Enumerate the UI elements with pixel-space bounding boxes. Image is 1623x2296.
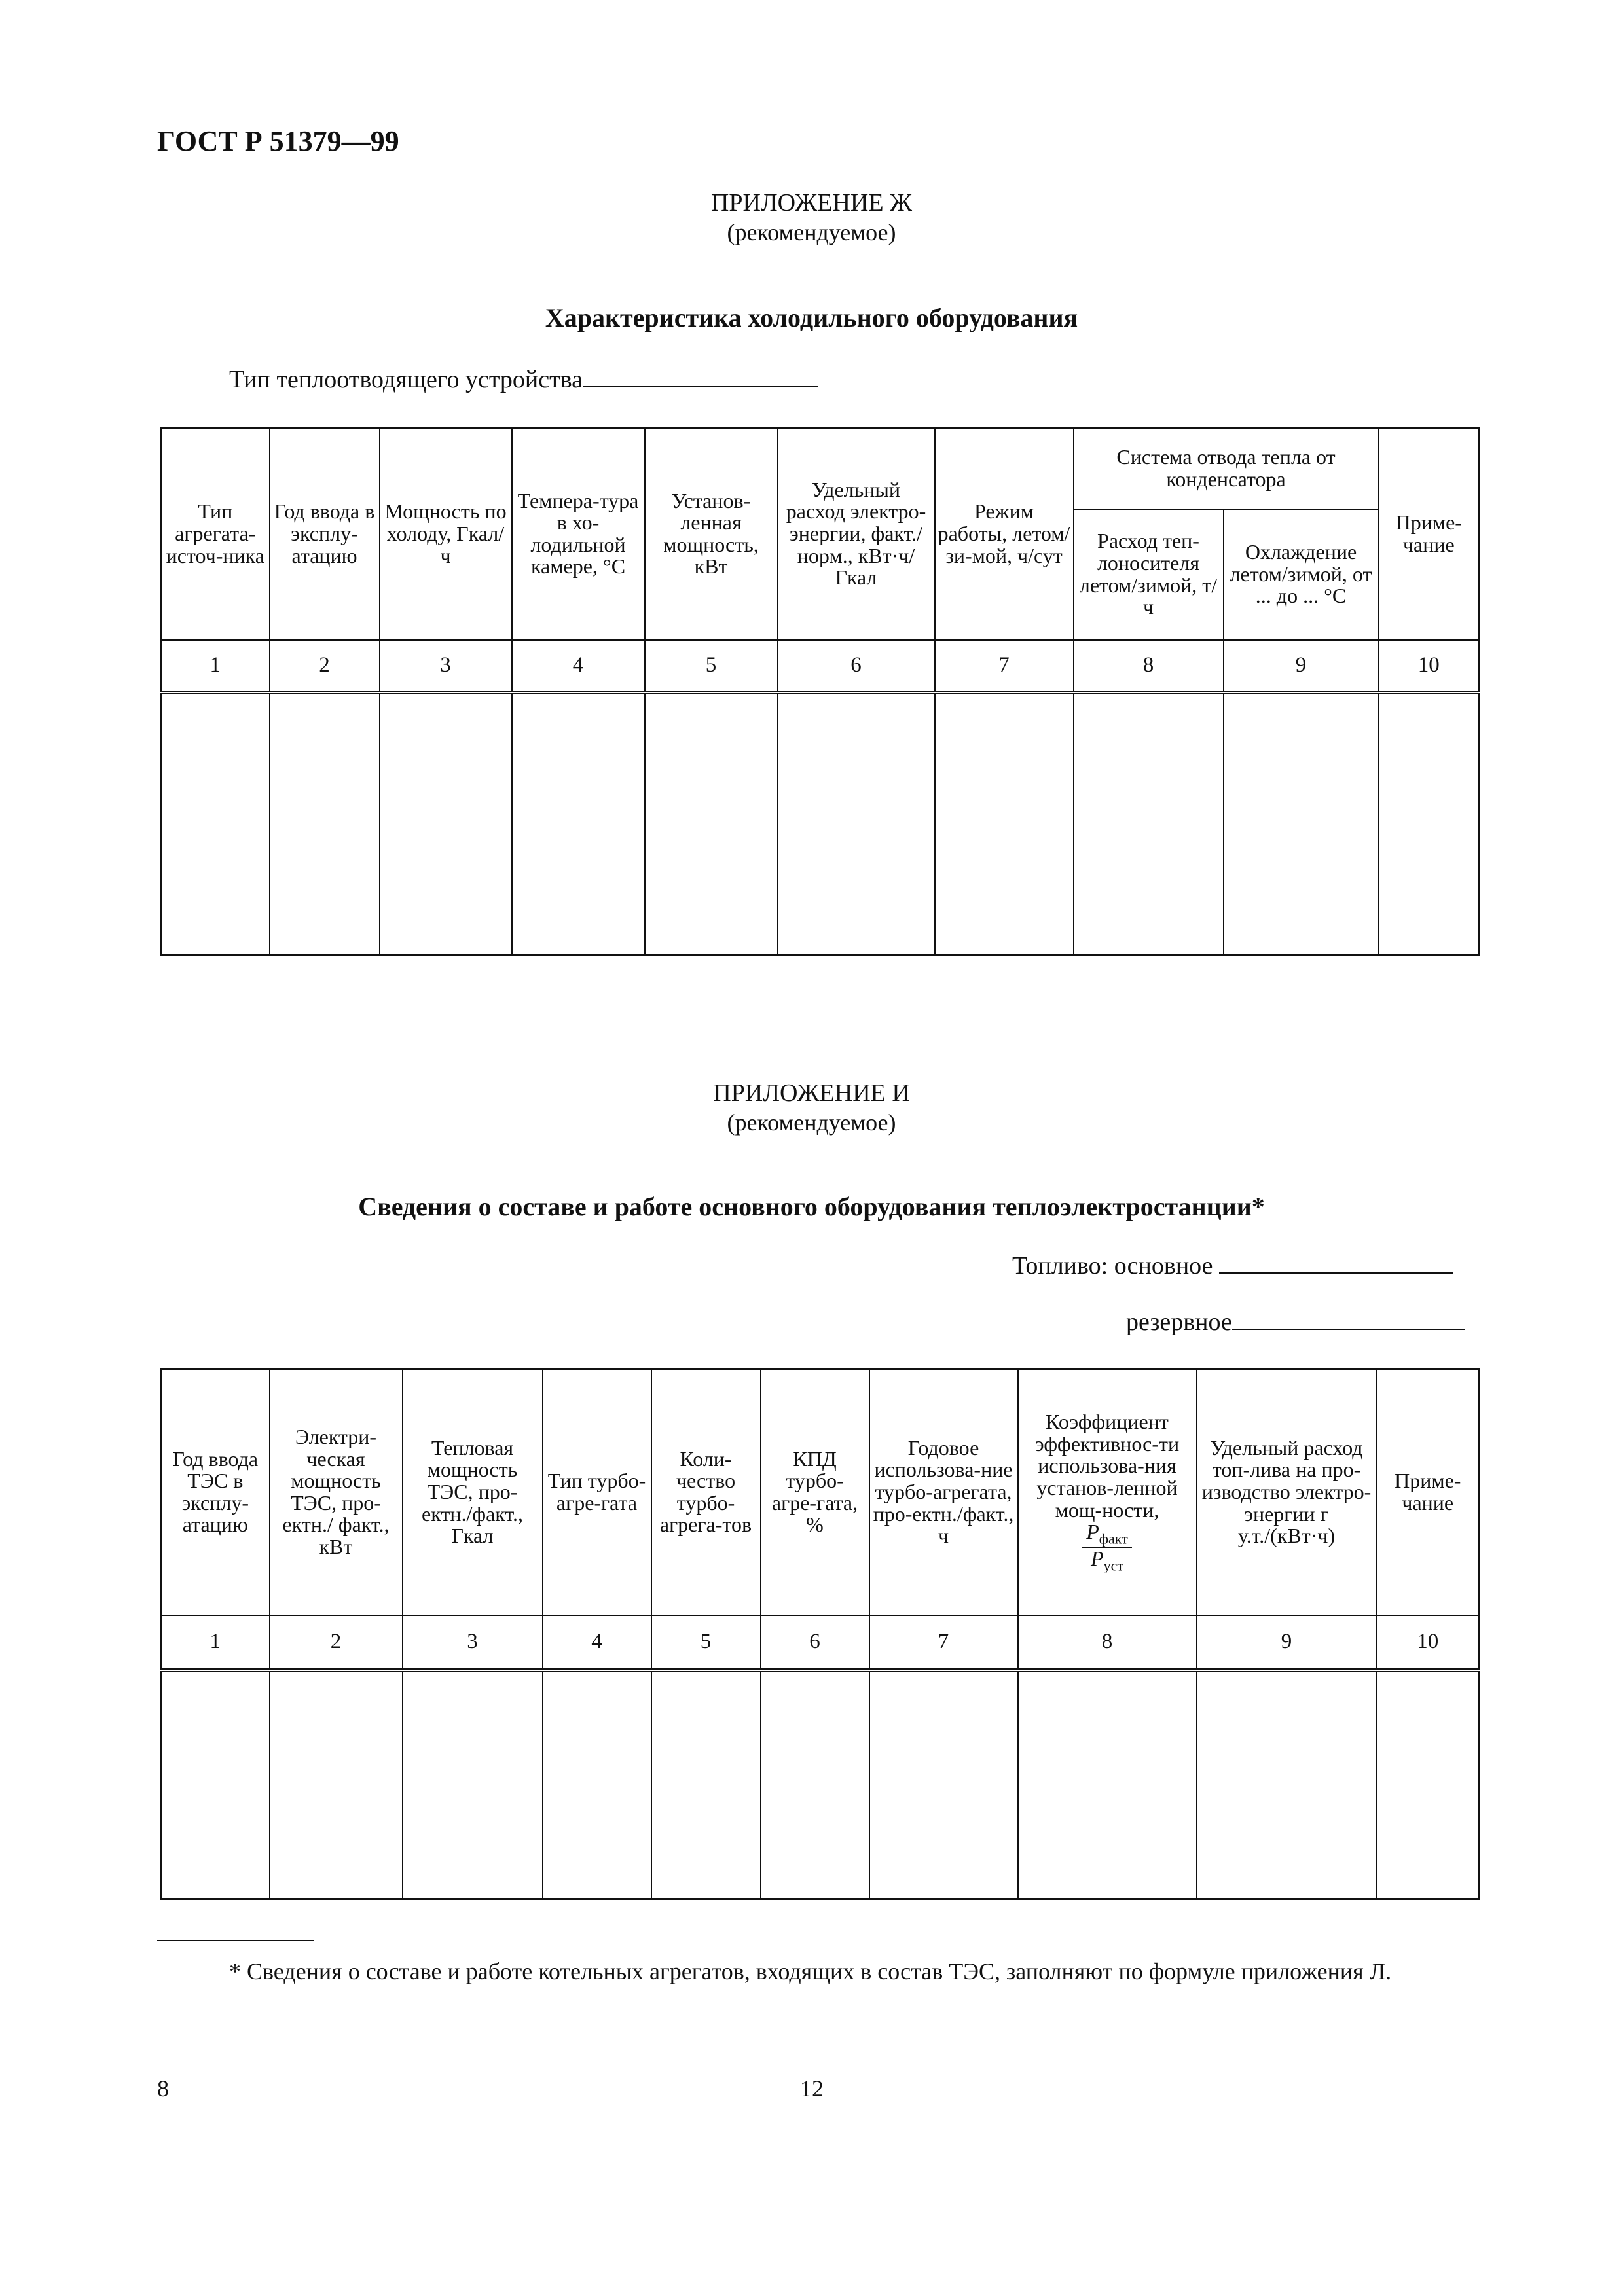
capacity-factor-fraction: $\frac{P_{факт}}{P_{уст}}$ xyxy=(1082,1521,1132,1573)
col-number: 1 xyxy=(161,640,270,692)
fuel-reserve-field xyxy=(1126,1308,1465,1336)
col-number: 9 xyxy=(1224,640,1379,692)
col-number: 3 xyxy=(380,640,512,692)
col-number: 7 xyxy=(869,1615,1018,1670)
col-header-cooling-capacity: Мощность по холоду, Гкал/ч xyxy=(380,428,512,640)
page-number-left: 8 xyxy=(157,2075,169,2102)
col-number: 8 xyxy=(1018,1615,1197,1670)
col-number: 5 xyxy=(645,640,778,692)
col-header-specific-energy: Удельный расход электро-энергии, факт./норм., кВт·ч/Гкал xyxy=(778,428,935,640)
col-header-turbine-count: Коли-чество турбо-агрега-тов xyxy=(651,1369,761,1615)
col-number: 3 xyxy=(403,1615,543,1670)
entry-cell[interactable] xyxy=(645,692,778,956)
col-header-unit-type: Тип агрегата-источ-ника xyxy=(161,428,270,640)
col-header-thermal-power: Тепловая мощность ТЭС, про-ектн./факт., Гкал xyxy=(403,1369,543,1615)
entry-cell[interactable] xyxy=(380,692,512,956)
entry-cell[interactable] xyxy=(512,692,645,956)
col-number: 2 xyxy=(270,1615,403,1670)
heat-removal-type-blank[interactable] xyxy=(583,367,818,387)
fuel-reserve-blank[interactable] xyxy=(1232,1309,1465,1330)
fuel-reserve-label: резервное xyxy=(1126,1308,1232,1336)
entry-cell[interactable] xyxy=(543,1670,651,1899)
entry-cell[interactable] xyxy=(651,1670,761,1899)
col-header-capacity-factor xyxy=(1018,1369,1197,1615)
appendix-i-subtitle: (рекомендуемое) xyxy=(727,1109,896,1136)
entry-cell[interactable] xyxy=(161,692,270,956)
entry-cell[interactable] xyxy=(935,692,1074,956)
col-header-turbine-type: Тип турбо-агре-гата xyxy=(543,1369,651,1615)
col-number: 5 xyxy=(651,1615,761,1670)
col-header-note: Приме-чание xyxy=(1377,1369,1480,1615)
entry-cell[interactable] xyxy=(1379,692,1480,956)
col-header-operating-mode: Режим работы, летом/ зи-мой, ч/сут xyxy=(935,428,1074,640)
entry-cell[interactable] xyxy=(403,1670,543,1899)
entry-cell[interactable] xyxy=(869,1670,1018,1899)
entry-cell[interactable] xyxy=(1224,692,1379,956)
heat-removal-type-label: Тип теплоотводящего устройства xyxy=(229,366,583,393)
refrigeration-equipment-table xyxy=(160,427,1480,956)
heat-removal-type-field xyxy=(229,365,818,394)
appendix-i-title: ПРИЛОЖЕНИЕ И xyxy=(713,1079,910,1107)
document-code: ГОСТ Р 51379—99 xyxy=(157,125,399,157)
entry-cell[interactable] xyxy=(270,1670,403,1899)
fuel-main-label: Топливо: основное xyxy=(1012,1252,1213,1280)
col-number: 1 xyxy=(161,1615,270,1670)
fuel-main-blank[interactable] xyxy=(1219,1253,1453,1274)
appendix-i-heading: Сведения о составе и работе основного оборудования теплоэлектростанции* xyxy=(358,1192,1265,1221)
col-header-coolant-flow: Расход теп-лоносителя летом/зимой, т/ч xyxy=(1074,509,1224,640)
col-number: 6 xyxy=(778,640,935,692)
col-header-note: Приме-чание xyxy=(1379,428,1480,640)
col-header-commission-year: Год ввода ТЭС в эксплу-атацию xyxy=(161,1369,270,1615)
entry-cell[interactable] xyxy=(778,692,935,956)
col-header-cooling-range: Охлаждение летом/зимой, от ... до ... °С xyxy=(1224,509,1379,640)
page-number-center: 12 xyxy=(800,2075,824,2102)
appendix-zh-heading: Характеристика холодильного оборудования xyxy=(545,303,1078,332)
col-header-electric-power: Электри-ческая мощность ТЭС, про-ектн./ факт., кВт xyxy=(270,1369,403,1615)
col-number: 4 xyxy=(512,640,645,692)
col-header-commission-year: Год ввода в эксплу-атацию xyxy=(270,428,380,640)
entry-cell[interactable] xyxy=(1197,1670,1377,1899)
appendix-zh-subtitle: (рекомендуемое) xyxy=(727,219,896,245)
col-header-specific-fuel: Удельный расход топ-лива на про-изводство электро-энергии г у.т./(кВт·ч) xyxy=(1197,1369,1377,1615)
fuel-main-field xyxy=(1012,1251,1453,1280)
entry-cell[interactable] xyxy=(1018,1670,1197,1899)
entry-cell[interactable] xyxy=(270,692,380,956)
col-number: 2 xyxy=(270,640,380,692)
col-header-condenser-system: Система отвода тепла от конденсатора xyxy=(1074,428,1379,509)
entry-cell[interactable] xyxy=(761,1670,869,1899)
table-row-empty xyxy=(161,1670,1480,1899)
capacity-factor-label: Коэффициент эффективнос-ти использова-ния установ-ленной мощ-ности, xyxy=(1034,1410,1180,1522)
entry-cell[interactable] xyxy=(1074,692,1224,956)
col-number: 4 xyxy=(543,1615,651,1670)
col-header-annual-use: Годовое использова-ние турбо-агрегата, про-ектн./факт., ч xyxy=(869,1369,1018,1615)
table-row-empty xyxy=(161,692,1480,956)
appendix-zh-title: ПРИЛОЖЕНИЕ Ж xyxy=(710,189,913,217)
col-header-turbine-efficiency: КПД турбо-агре-гата, % xyxy=(761,1369,869,1615)
footnote: * Сведения о составе и работе котельных агрегатов, входящих в состав ТЭС, заполняют по формуле приложения Л. xyxy=(229,1958,1392,1984)
col-number: 10 xyxy=(1379,640,1480,692)
col-number: 8 xyxy=(1074,640,1224,692)
entry-cell[interactable] xyxy=(161,1670,270,1899)
col-number: 7 xyxy=(935,640,1074,692)
entry-cell[interactable] xyxy=(1377,1670,1480,1899)
footnote-divider xyxy=(157,1940,314,1941)
col-number: 9 xyxy=(1197,1615,1377,1670)
col-header-chamber-temperature: Темпера-тура в хо-лодильной камере, °С xyxy=(512,428,645,640)
col-number: 6 xyxy=(761,1615,869,1670)
power-plant-equipment-table xyxy=(160,1368,1480,1900)
col-number: 10 xyxy=(1377,1615,1480,1670)
col-header-installed-power: Установ-ленная мощность, кВт xyxy=(645,428,778,640)
